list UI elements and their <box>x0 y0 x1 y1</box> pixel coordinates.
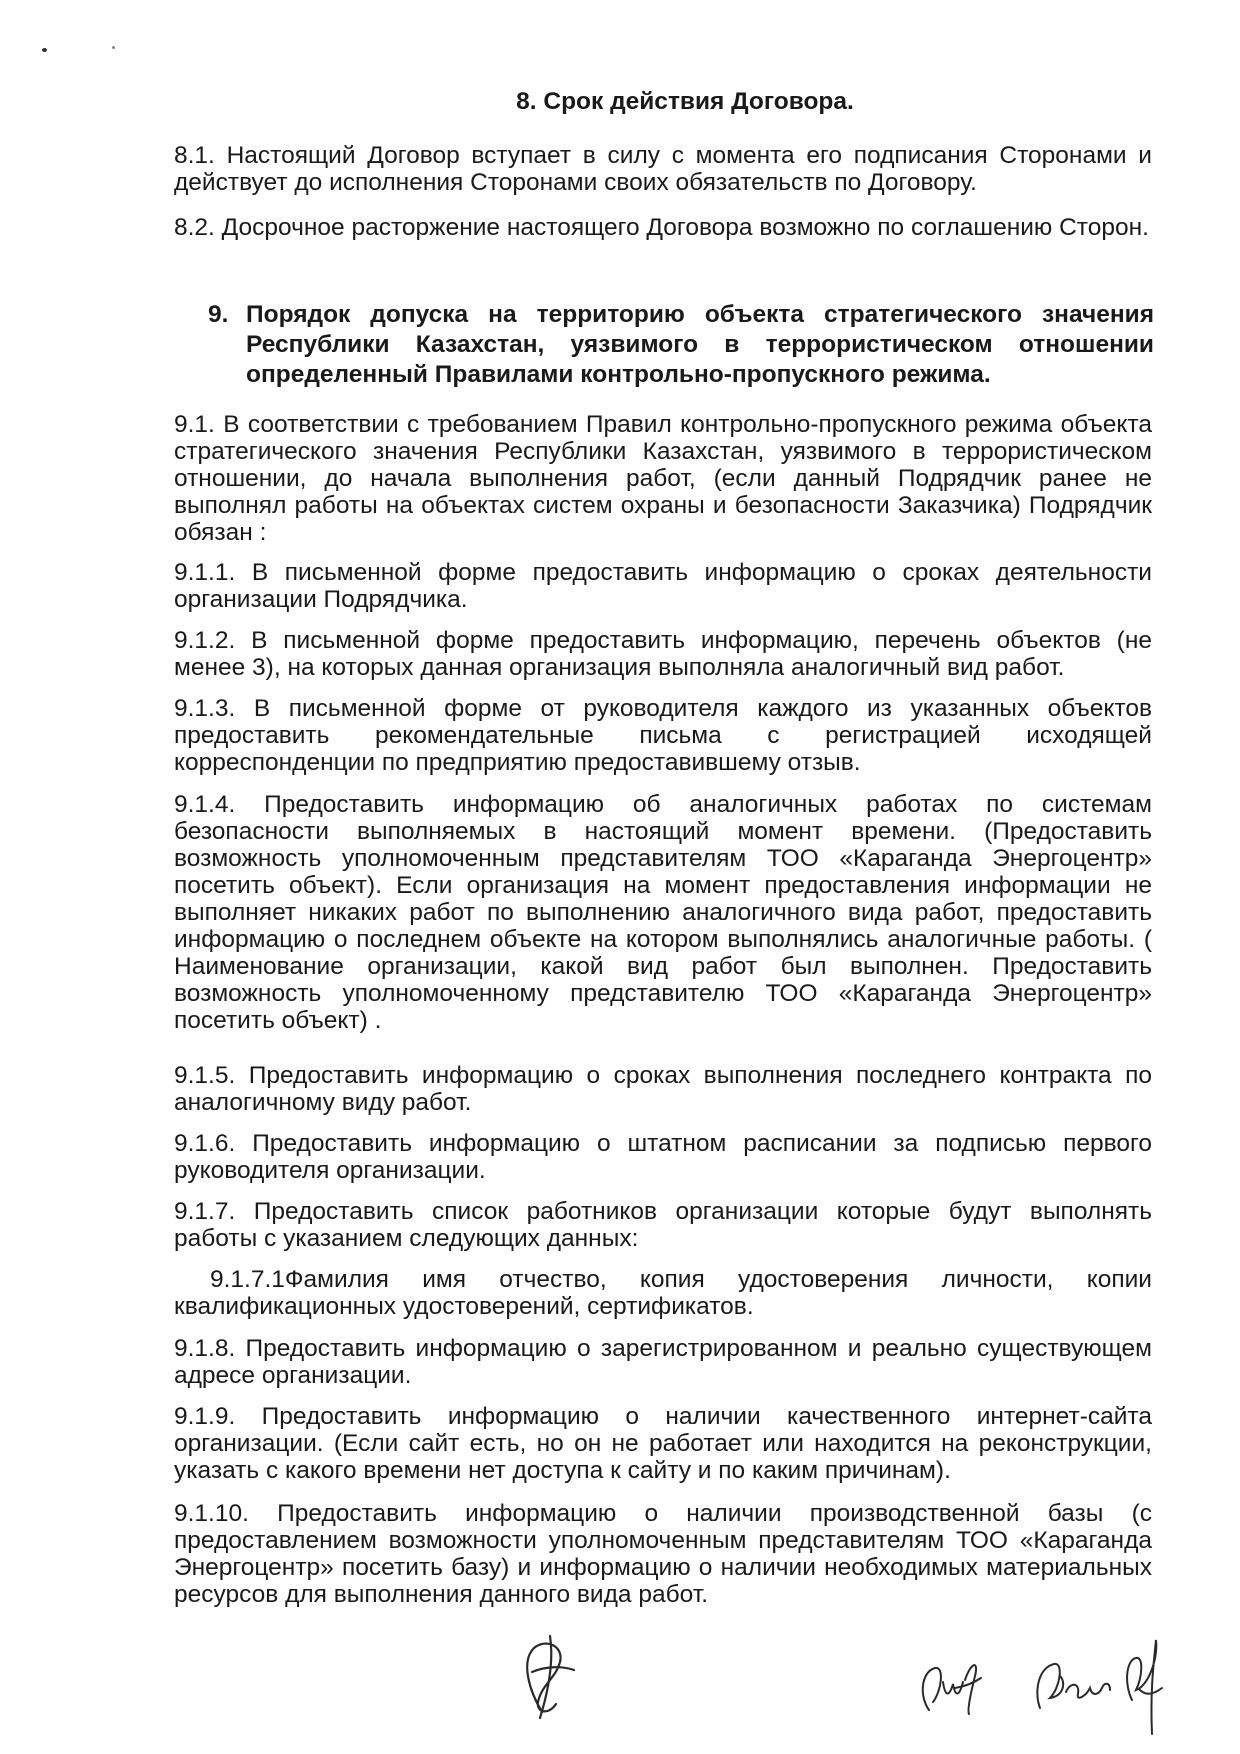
clause-9-1-7: 9.1.7. Предоставить список работников организации которые будут выполнять работы с указанием следующих данных: <box>174 1198 1152 1252</box>
clause-9-1-7-1: 9.1.7.1Фамилия имя отчество, копия удостоверения личности, копии квалификационных удостоверений, сертификатов. <box>174 1266 1152 1320</box>
signature-3 <box>1030 1652 1114 1718</box>
scan-speck <box>112 46 115 49</box>
section-8-heading: 8. Срок действия Договора. <box>516 88 854 115</box>
clause-8-1: 8.1. Настоящий Договор вступает в силу с момента его подписания Сторонами и действует до исполнения Сторонами своих обязательств по Договору. <box>174 142 1152 196</box>
section-9-heading <box>208 300 1154 390</box>
clause-9-1: 9.1. В соответствии с требованием Правил контрольно-пропускного режима объекта стратегического значения Республики Казахстан, уязвимого в террористическом отношении, до начала выполнения работ, (если данный Подрядчик ранее не выполнял работы на объектах систем охраны и безопасности Заказчика) Подрядчик обязан : <box>174 411 1152 546</box>
clause-9-1-6: 9.1.6. Предоставить информацию о штатном расписании за подписью первого руководителя организации. <box>174 1130 1152 1184</box>
section-9-title: Порядок допуска на территорию объекта стратегического значения Республики Казахстан, уязвимого в террористическом отношении определенный Правилами контрольно-пропускного режима. <box>246 301 1154 388</box>
clause-9-1-9: 9.1.9. Предоставить информацию о наличии качественного интернет-сайта организации. (Если сайт есть, но он не работает или находится на реконструкции, указать с какого времени нет доступа к сайту и по каким причинам). <box>174 1403 1152 1484</box>
signature-4 <box>1118 1630 1168 1740</box>
clause-9-1-3: 9.1.3. В письменной форме от руководителя каждого из указанных объектов предоставить рекомендательные письма с регистрацией исходящей корреспонденции по предприятию предоставившему отзыв. <box>174 695 1152 776</box>
clause-9-1-4: 9.1.4. Предоставить информацию об аналогичных работах по системам безопасности выполняемых в настоящий момент времени. (Предоставить возможность уполномоченным представителям ТОО «Караганда Энергоцентр» посетить объект). Если организация на момент предоставления информации не выполняет никаких работ по выполнению аналогичного вида работ, предоставить информацию о последнем объекте на котором выполнялись аналогичные работы. ( Наименование организации, какой вид работ был выполнен. Предоставить возможность уполномоченному представителю ТОО «Караганда Энергоцентр» посетить объект) . <box>174 791 1152 1034</box>
clause-9-1-8: 9.1.8. Предоставить информацию о зарегистрированном и реально существующем адресе организации. <box>174 1335 1152 1389</box>
clause-9-1-1: 9.1.1. В письменной форме предоставить информацию о сроках деятельности организации Подрядчика. <box>174 559 1152 613</box>
signature-2 <box>915 1652 985 1718</box>
section-9-number: 9. <box>208 301 229 328</box>
clause-9-1-2: 9.1.2. В письменной форме предоставить информацию, перечень объектов (не менее 3), на которых данная организация выполняла аналогичный вид работ. <box>174 627 1152 681</box>
clause-8-2: 8.2. Досрочное расторжение настоящего Договора возможно по соглашению Сторон. <box>174 214 1149 241</box>
signature-1 <box>512 1632 582 1720</box>
scan-speck <box>42 48 47 52</box>
clause-9-1-5: 9.1.5. Предоставить информацию о сроках выполнения последнего контракта по аналогичному виду работ. <box>174 1062 1152 1116</box>
clause-9-1-10: 9.1.10. Предоставить информацию о наличии производственной базы (с предоставлением возможности уполномоченным представителям ТОО «Караганда Энергоцентр» посетить базу) и информацию о наличии необходимых материальных ресурсов для выполнения данного вида работ. <box>174 1500 1152 1608</box>
